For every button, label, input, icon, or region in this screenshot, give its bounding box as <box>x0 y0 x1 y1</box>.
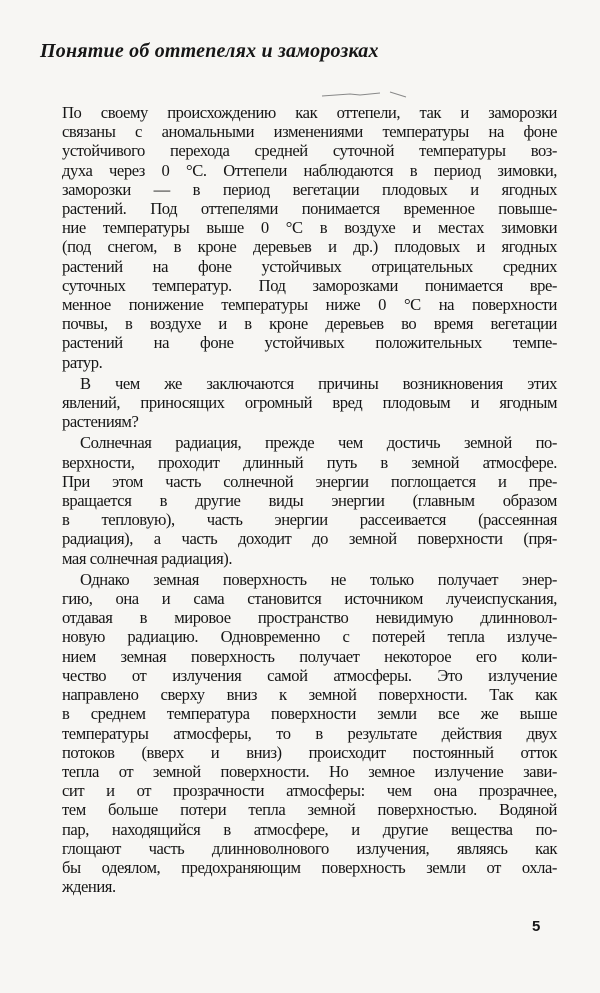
text-line: нием земная поверхность получает некоторое его коли- <box>62 646 557 666</box>
text-line: сит и от прозрачности атмосферы: чем она прозрачнее, <box>62 781 557 801</box>
text-line: направлено сверху вниз к земной поверхности. Так как <box>62 685 557 705</box>
text-line: заморозки — в период вегетации плодовых и ягодных <box>62 179 557 199</box>
text-line: ждения. <box>62 877 116 897</box>
text-line: растениям? <box>62 412 139 432</box>
text-line: При этом часть солнечной энергии поглощается и пре- <box>62 471 557 491</box>
paragraph <box>62 570 557 896</box>
text-line: отдавая в мировое пространство невидимую длинновол- <box>62 608 557 628</box>
paragraph <box>62 374 557 432</box>
text-line: потоков (вверх и вниз) происходит постоянный отток <box>62 742 557 762</box>
text-line: растений на фоне устойчивых положительных темпе- <box>62 333 557 353</box>
text-line: суточных температур. Под заморозками понимается вре- <box>62 275 557 295</box>
text-line: вращается в другие виды энергии (главным образом <box>62 491 557 511</box>
text-line: Солнечная радиация, прежде чем достичь земной по- <box>80 433 557 453</box>
text-line: связаны с аномальными изменениями температуры на фоне <box>62 122 557 142</box>
text-line: ние температуры выше 0 °С в воздухе и местах зимовки <box>62 218 557 238</box>
text-line: растений на фоне устойчивых отрицательных средних <box>62 256 557 276</box>
text-line: почвы, в воздухе и в кроне деревьев во время вегетации <box>62 314 557 334</box>
text-line: В чем же заключаются причины возникновения этих <box>80 373 557 393</box>
text-line: новую радиацию. Одновременно с потерей тепла излуче- <box>62 627 557 647</box>
text-line: растений. Под оттепелями понимается временное повыше- <box>62 199 557 219</box>
text-line: ратур. <box>62 352 103 372</box>
text-line: гию, она и сама становится источником лучеиспускания, <box>62 589 557 609</box>
text-line: глощают часть длинноволнового излучения, являясь как <box>62 838 557 858</box>
text-line: температуры атмосферы, то в результате действия двух <box>62 723 557 743</box>
text-line: духа через 0 °С. Оттепели наблюдаются в период зимовки, <box>62 160 557 180</box>
text-line: чество от излучения самой атмосферы. Это излучение <box>62 665 557 685</box>
text-line: тем больше потери тепла земной поверхностью. Водяной <box>62 800 557 820</box>
text-line: явлений, приносящих огромный вред плодовым и ягодным <box>62 393 557 413</box>
page-title: Понятие об оттепелях и заморозках <box>40 40 379 62</box>
text-line: Однако земная поверхность не только получает энер- <box>80 569 557 589</box>
text-line: (под снегом, в кроне деревьев и др.) плодовых и ягодных <box>62 237 557 257</box>
text-line: менное понижение температуры ниже 0 °С на поверхности <box>62 295 557 315</box>
paragraph <box>62 103 557 372</box>
text-line: По своему происхождению как оттепели, так и заморозки <box>62 103 557 122</box>
body-text <box>62 103 557 896</box>
text-line: тепла от земной поверхности. Но земное излучение зави- <box>62 761 557 781</box>
paragraph <box>62 433 557 567</box>
print-smudge <box>320 90 410 100</box>
text-line: в тепловую), часть энергии рассеивается (рассеянная <box>62 510 557 530</box>
text-line: радиация), а часть доходит до земной поверхности (пря- <box>62 529 557 549</box>
text-line: мая солнечная радиация). <box>62 548 233 568</box>
text-line: бы одеялом, предохраняющим поверхность земли от охла- <box>62 857 557 877</box>
text-line: пар, находящийся в атмосфере, и другие вещества по- <box>62 819 557 839</box>
text-line: устойчивого перехода средней суточной температуры воз- <box>62 141 557 161</box>
text-line: в среднем температура поверхности земли все же выше <box>62 704 557 724</box>
text-line: верхности, проходит длинный путь в земной атмосфере. <box>62 452 557 472</box>
page-number: 5 <box>532 918 541 935</box>
